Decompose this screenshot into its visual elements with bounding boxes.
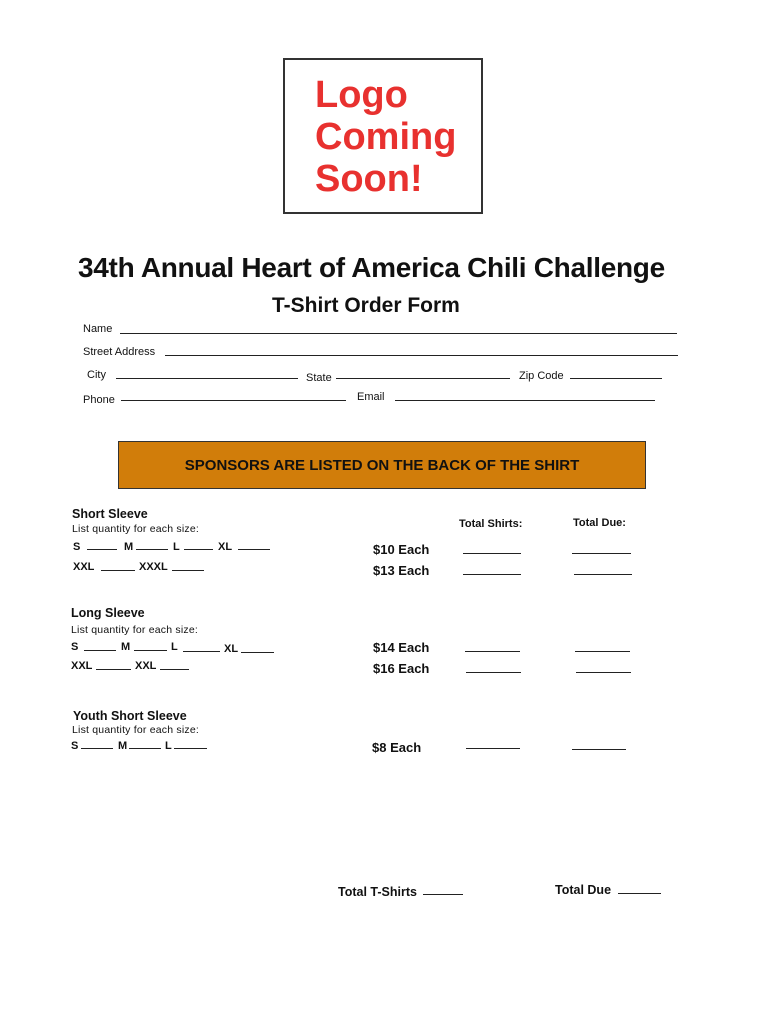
total-shirts-header: Total Shirts: — [459, 518, 523, 530]
short-price-extended: $13 Each — [373, 563, 430, 578]
grand-total-shirts-label: Total T-Shirts — [338, 885, 417, 899]
youth-size-s-qty[interactable] — [81, 748, 113, 749]
youth-size-m-qty[interactable] — [129, 748, 161, 749]
short-standard-total-shirts[interactable] — [463, 553, 521, 554]
email-label: Email — [357, 391, 385, 403]
name-field[interactable] — [120, 333, 677, 334]
long-size-xxl-label: XXL — [71, 660, 93, 672]
long-size-m-qty[interactable] — [134, 650, 167, 651]
short-size-xl-label: XL — [218, 541, 233, 553]
short-size-xxl-label: XXL — [73, 561, 95, 573]
long-size-xxl-2-qty[interactable] — [160, 669, 189, 670]
youth-price: $8 Each — [372, 740, 422, 755]
email-field[interactable] — [395, 400, 655, 401]
short-size-s-label: S — [73, 541, 81, 553]
grand-total-due-label: Total Due — [555, 883, 612, 897]
youth-total-due[interactable] — [572, 749, 626, 750]
short-size-l-qty[interactable] — [184, 549, 213, 550]
short-size-xxxl-label: XXXL — [139, 561, 168, 573]
logo-placeholder — [283, 58, 483, 214]
sponsors-banner: SPONSORS ARE LISTED ON THE BACK OF THE SHIRT — [118, 441, 646, 489]
short-price-standard: $10 Each — [373, 542, 430, 557]
short-size-l-label: L — [173, 541, 180, 553]
short-extended-total-shirts[interactable] — [463, 574, 521, 575]
long-sleeve-title: Long Sleeve — [71, 606, 145, 620]
form-subtitle: T-Shirt Order Form — [272, 294, 460, 317]
youth-size-l-qty[interactable] — [174, 748, 207, 749]
short-standard-total-due[interactable] — [572, 553, 631, 554]
long-standard-total-shirts[interactable] — [465, 651, 520, 652]
phone-field[interactable] — [121, 400, 346, 401]
youth-size-l-label: L — [165, 740, 172, 752]
long-size-xl-label: XL — [224, 643, 239, 655]
short-sleeve-instruction: List quantity for each size: — [72, 523, 199, 535]
youth-total-shirts[interactable] — [466, 748, 520, 749]
long-size-s-qty[interactable] — [84, 650, 116, 651]
short-size-xxxl-qty[interactable] — [172, 570, 204, 571]
long-price-standard: $14 Each — [373, 640, 430, 655]
street-address-label: Street Address — [83, 346, 156, 358]
street-address-field[interactable] — [165, 355, 678, 356]
long-size-xxl-2-label: XXL — [135, 660, 157, 672]
state-label: State — [306, 372, 332, 384]
grand-total-due-field[interactable] — [618, 893, 661, 894]
logo-text: Logo Coming Soon! — [315, 74, 457, 200]
long-size-xxl-qty[interactable] — [96, 669, 131, 670]
short-size-xxl-qty[interactable] — [101, 570, 135, 571]
short-size-m-label: M — [124, 541, 134, 553]
youth-instruction: List quantity for each size: — [72, 724, 199, 736]
city-label: City — [87, 369, 106, 381]
long-size-xl-qty[interactable] — [241, 652, 274, 653]
state-field[interactable] — [336, 378, 510, 379]
name-label: Name — [83, 323, 113, 335]
youth-size-s-label: S — [71, 740, 79, 752]
long-standard-total-due[interactable] — [575, 651, 630, 652]
youth-short-sleeve-title: Youth Short Sleeve — [73, 709, 187, 723]
long-size-m-label: M — [121, 641, 131, 653]
long-size-s-label: S — [71, 641, 79, 653]
long-size-l-label: L — [171, 641, 178, 653]
short-extended-total-due[interactable] — [574, 574, 632, 575]
city-field[interactable] — [116, 378, 298, 379]
page-title: 34th Annual Heart of America Chili Challenge — [78, 252, 665, 283]
grand-total-shirts-field[interactable] — [423, 894, 463, 895]
long-price-extended: $16 Each — [373, 661, 430, 676]
phone-label: Phone — [83, 394, 115, 406]
short-size-m-qty[interactable] — [136, 549, 168, 550]
short-sleeve-title: Short Sleeve — [72, 507, 148, 521]
youth-size-m-label: M — [118, 740, 128, 752]
short-size-s-qty[interactable] — [87, 549, 117, 550]
short-size-xl-qty[interactable] — [238, 549, 270, 550]
long-size-l-qty[interactable] — [183, 651, 220, 652]
total-due-header: Total Due: — [573, 517, 626, 529]
long-extended-total-due[interactable] — [576, 672, 631, 673]
zip-code-label: Zip Code — [519, 370, 564, 382]
long-extended-total-shirts[interactable] — [466, 672, 521, 673]
long-sleeve-instruction: List quantity for each size: — [71, 624, 198, 636]
zip-code-field[interactable] — [570, 378, 662, 379]
